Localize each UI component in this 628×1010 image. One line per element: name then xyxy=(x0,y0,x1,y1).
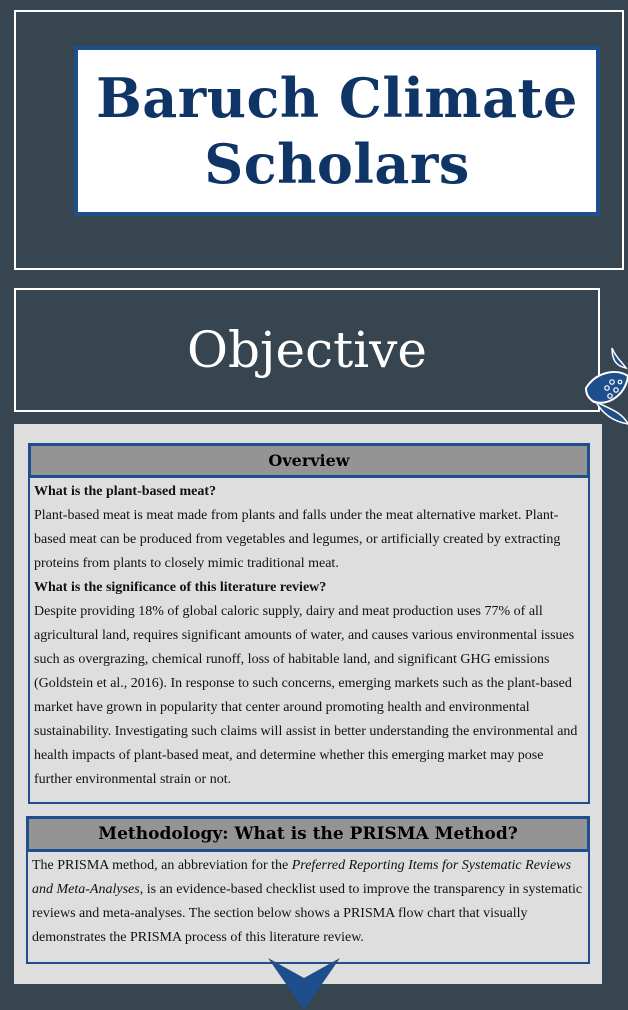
methodology-text-italic: Preferred Reporting Items for Systematic Reviews and Meta-Analyses, xyxy=(32,858,572,897)
leaf-icon xyxy=(582,346,628,426)
objective-banner xyxy=(14,288,600,412)
methodology-body xyxy=(28,852,588,950)
question-significance: What is the significance of this literature review? xyxy=(34,580,327,595)
answer-plant-based-meat: Plant-based meat is meat made from plants and falls under the meat alternative market. Plant-based meat can be produced from vegetables and legumes, or artificially created by extracting proteins from plants to closely mimic traditional meat. xyxy=(34,508,561,571)
page-title xyxy=(96,65,578,197)
objective-heading: Objective xyxy=(186,321,427,379)
overview-body xyxy=(30,478,588,792)
methodology-text-after: is an evidence-based checklist used to improve the transparency in systematic reviews and meta-analyses. The section below shows a PRISMA flow chart that visually demonstrates the PRISMA process of this literature review. xyxy=(32,882,583,945)
methodology-paragraph xyxy=(32,854,584,950)
overview-header: Overview xyxy=(28,443,590,478)
title-line-2: Scholars xyxy=(204,132,470,196)
question-plant-based-meat: What is the plant-based meat? xyxy=(34,484,217,499)
chevron-down-icon xyxy=(266,956,342,1010)
methodology-section xyxy=(26,816,590,964)
methodology-header: Methodology: What is the PRISMA Method? xyxy=(26,816,590,852)
overview-section xyxy=(28,443,590,804)
title-line-1: Baruch Climate xyxy=(96,66,578,130)
title-box xyxy=(74,46,600,216)
answer-significance: Despite providing 18% of global caloric supply, dairy and meat production uses 77% of all agricultural land, requires significant amounts of water, and causes various environmental issues such as overgrazing, chemical runoff, loss of habitable land, and significant GHG emissions (Goldstein et al., 2016). In response to such concerns, emerging markets such as the plant-based market have grown in popularity that center around promoting health and environmental sustainability. Investigating such claims will assist in better understanding the environmental and health impacts of plant-based meat, and determine whether this emerging market may pose further environmental strain or not. xyxy=(34,604,578,787)
methodology-text-before: The PRISMA method, an abbreviation for the xyxy=(32,858,292,873)
